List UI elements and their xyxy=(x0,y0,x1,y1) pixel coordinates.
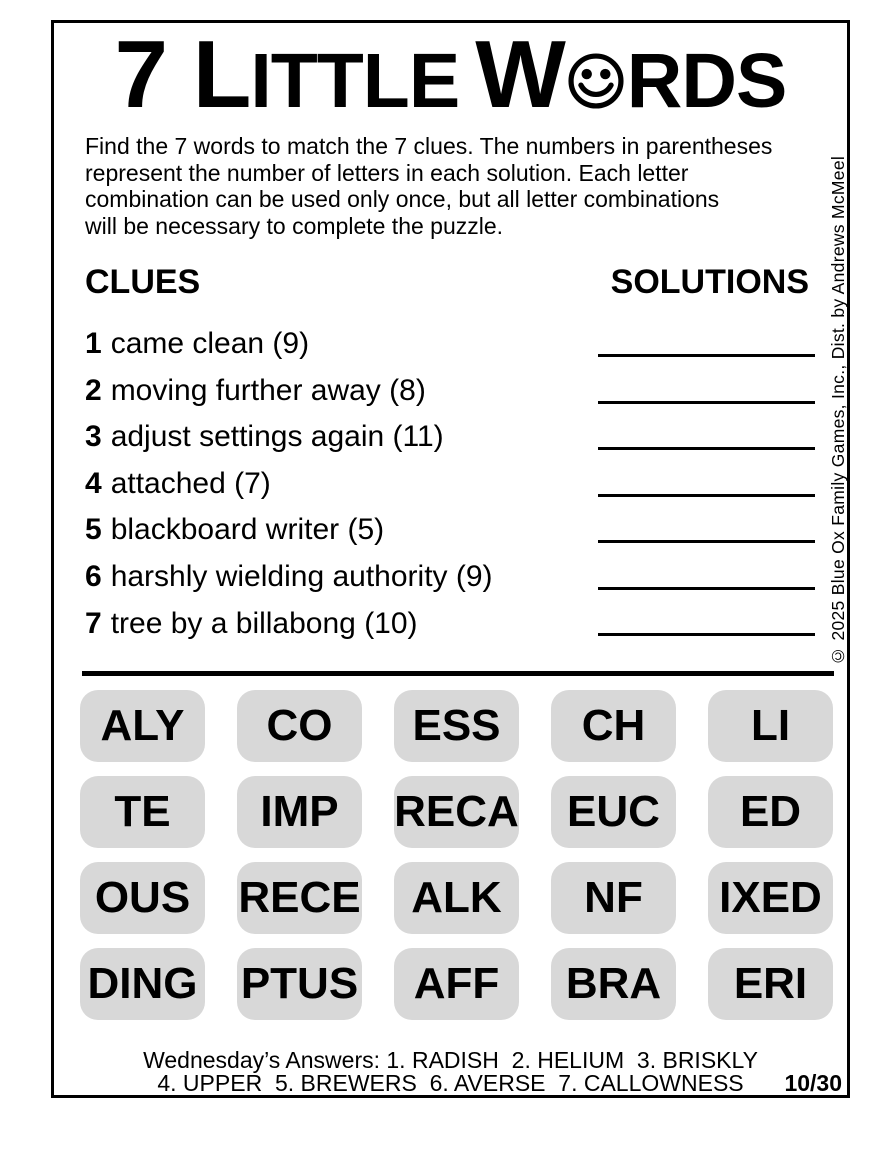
letter-tile[interactable]: CH xyxy=(551,690,676,762)
letter-tile[interactable]: RECA xyxy=(394,776,519,848)
instructions-line: will be necessary to complete the puzzle. xyxy=(85,212,504,239)
smiley-face-icon xyxy=(567,52,625,114)
clue-number: 1 xyxy=(85,327,102,360)
letter-tile[interactable]: NF xyxy=(551,862,676,934)
letter-tile[interactable]: ALK xyxy=(394,862,519,934)
clue-row xyxy=(85,327,309,361)
instructions xyxy=(85,133,772,239)
clue-number: 6 xyxy=(85,560,102,593)
instructions-line: Find the 7 words to match the 7 clues. The numbers in parentheses xyxy=(85,133,773,159)
clue-text: moving further away (8) xyxy=(110,374,426,407)
solutions-header: SOLUTIONS xyxy=(610,263,809,301)
letter-tile[interactable]: BRA xyxy=(551,948,676,1020)
divider-line xyxy=(82,671,834,676)
clue-row xyxy=(85,420,444,454)
clue-number: 5 xyxy=(85,513,102,546)
copyright-credit: © 2025 Blue Ox Family Games, Inc., Dist. by Andrews McMeel xyxy=(828,155,848,666)
clue-text: attached (7) xyxy=(110,467,271,500)
instructions-line: represent the number of letters in each solution. Each letter xyxy=(85,159,689,186)
solution-blank[interactable] xyxy=(598,540,815,543)
letter-tile[interactable]: ED xyxy=(708,776,833,848)
puzzle-frame xyxy=(51,20,850,1098)
clues-header: CLUES xyxy=(85,263,201,301)
letter-tile[interactable]: DING xyxy=(80,948,205,1020)
previous-answers-line-2: 4. UPPER 5. BREWERS 6. AVERSE 7. CALLOWNESS xyxy=(157,1070,744,1096)
solution-blank[interactable] xyxy=(598,354,815,357)
letter-tile[interactable]: LI xyxy=(708,690,833,762)
solution-blank[interactable] xyxy=(598,447,815,450)
letter-tile[interactable]: IMP xyxy=(237,776,362,848)
solution-blank[interactable] xyxy=(598,401,815,404)
clue-number: 4 xyxy=(85,467,102,500)
page-title xyxy=(54,21,847,128)
letter-tile[interactable]: EUC xyxy=(551,776,676,848)
letter-tile[interactable]: ESS xyxy=(394,690,519,762)
previous-answers-line-1: Wednesday’s Answers: 1. RADISH 2. HELIUM 3. BRISKLY xyxy=(143,1047,758,1073)
letter-tile[interactable]: CO xyxy=(237,690,362,762)
solution-blank[interactable] xyxy=(598,494,815,497)
letter-tile-grid xyxy=(80,690,833,1020)
solution-blank[interactable] xyxy=(598,633,815,636)
letter-tile[interactable]: IXED xyxy=(708,862,833,934)
letter-tile[interactable]: ERI xyxy=(708,948,833,1020)
clue-number: 3 xyxy=(85,420,102,453)
title-seg-4: RDS xyxy=(626,38,787,124)
letter-tile[interactable]: RECE xyxy=(237,862,362,934)
clue-text: adjust settings again (11) xyxy=(110,420,444,453)
clue-row xyxy=(85,374,426,408)
clue-text: came clean (9) xyxy=(110,327,310,360)
clue-number: 7 xyxy=(85,607,102,640)
letter-tile[interactable]: AFF xyxy=(394,948,519,1020)
clue-row xyxy=(85,560,493,594)
clue-text: blackboard writer (5) xyxy=(110,513,385,546)
clue-row xyxy=(85,513,384,547)
letter-tile[interactable]: PTUS xyxy=(237,948,362,1020)
puzzle-date: 10/30 xyxy=(784,1070,842,1096)
letter-tile[interactable]: ALY xyxy=(80,690,205,762)
clue-number: 2 xyxy=(85,374,102,407)
clue-text: tree by a billabong (10) xyxy=(110,607,418,640)
instructions-line: combination can be used only once, but all letter combinations xyxy=(85,186,720,212)
letter-tile[interactable]: TE xyxy=(80,776,205,848)
letter-tile[interactable]: OUS xyxy=(80,862,205,934)
title-seg-1: 7 L xyxy=(114,21,251,128)
clue-row xyxy=(85,467,271,501)
clue-row xyxy=(85,607,418,641)
title-seg-3: W xyxy=(475,21,565,128)
title-seg-2: ITTLE xyxy=(250,38,460,124)
solution-blank[interactable] xyxy=(598,587,815,590)
clue-text: harshly wielding authority (9) xyxy=(110,560,493,593)
